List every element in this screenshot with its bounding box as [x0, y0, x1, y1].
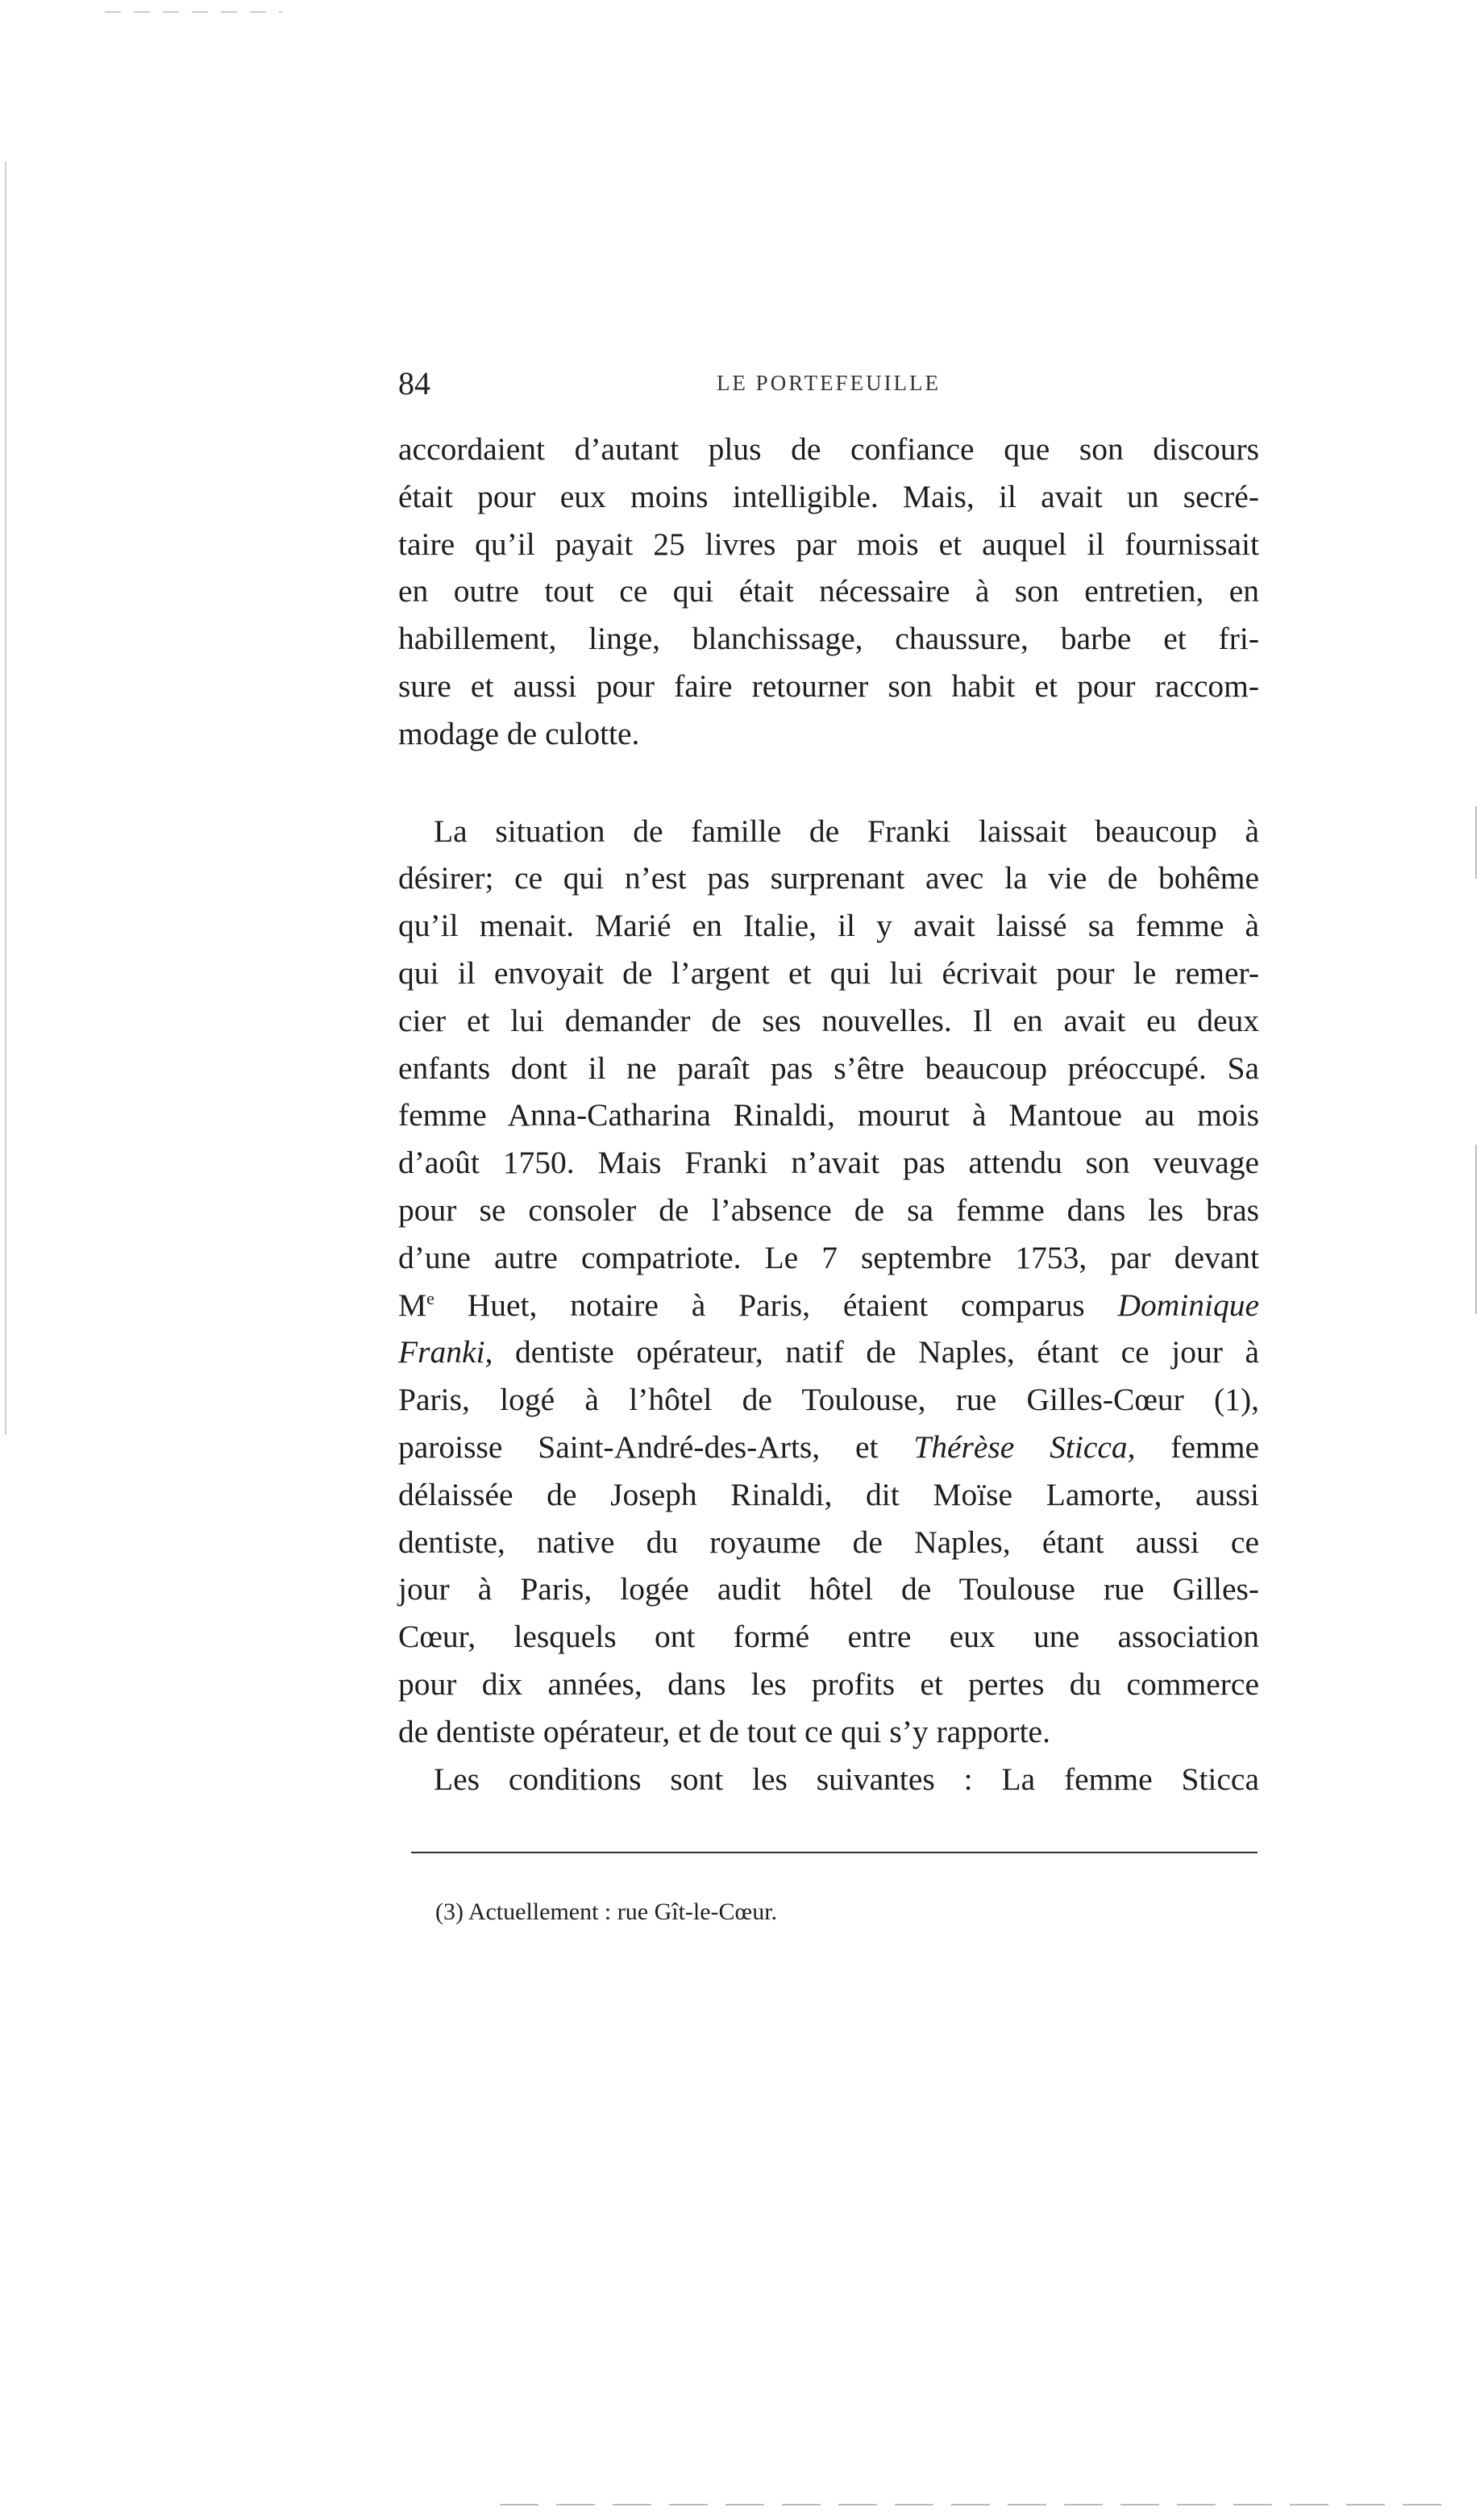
italic-name: Franki, — [398, 1334, 493, 1370]
text-line: Paris, logé à l’hôtel de Toulouse, rue Gilles-Cœur (1), — [398, 1382, 1259, 1418]
text-line: accordaient d’autant plus de confiance que son discours — [398, 431, 1259, 467]
scan-edge-right — [1475, 1145, 1477, 1314]
scan-artifact-top — [105, 11, 282, 13]
page-number: 84 — [398, 365, 430, 401]
text-segment: paroisse Saint-André-des-Arts, et — [398, 1428, 914, 1465]
text-line: jour à Paris, logée audit hôtel de Toulouse rue Gilles- — [398, 1571, 1259, 1607]
scan-edge-right — [1475, 806, 1477, 879]
text-line — [398, 1329, 1259, 1376]
text-line: enfants dont il ne paraît pas s’être beaucoup préoccupé. Sa — [398, 1050, 1259, 1086]
text-line: de dentiste opérateur, et de tout ce qui s’y rapporte. — [398, 1713, 1050, 1749]
running-head — [398, 364, 1259, 413]
text-line: habillement, linge, blanchissage, chaussure, barbe et fri- — [398, 621, 1259, 657]
running-title: LE PORTEFEUILLE — [716, 371, 942, 395]
text-line: pour dix années, dans les profits et pertes du commerce — [398, 1665, 1259, 1702]
text-line: désirer; ce qui n’est pas surprenant avec la vie de bohême — [398, 860, 1259, 896]
text-line: d’août 1750. Mais Franki n’avait pas attendu son veuvage — [398, 1145, 1259, 1181]
text-segment: femme — [1135, 1428, 1259, 1465]
italic-name: Thérèse Sticca, — [913, 1428, 1136, 1465]
text-line — [398, 1282, 1259, 1329]
text-segment: Huet, notaire à Paris, étaient comparus — [434, 1287, 1118, 1323]
text-line: était pour eux moins intelligible. Mais, il avait un secré- — [398, 478, 1259, 514]
superscript: e — [426, 1287, 434, 1308]
text-line: cier et lui demander de ses nouvelles. Il en avait eu deux — [398, 1002, 1259, 1038]
italic-name: Dominique — [1117, 1287, 1259, 1323]
text-line: d’une autre compatriote. Le 7 septembre 1753, par devant — [398, 1239, 1259, 1275]
text-line: qu’il menait. Marié en Italie, il y avait laissé sa femme à — [398, 908, 1259, 944]
text-line: femme Anna-Catharina Rinaldi, mourut à Mantoue au mois — [398, 1097, 1259, 1133]
text-segment: dentiste opérateur, natif de Naples, étant ce jour à — [493, 1334, 1259, 1370]
paragraph-gap — [398, 758, 1259, 808]
text-line — [398, 1424, 1259, 1471]
text-line: pour se consoler de l’absence de sa femme dans les bras — [398, 1191, 1259, 1228]
scan-edge-left — [5, 161, 6, 1435]
text-line: sure et aussi pour faire retourner son habit et pour raccom- — [398, 667, 1259, 704]
text-line: Les conditions sont les suivantes : La femme Sticca — [434, 1761, 1259, 1797]
scan-artifact-bottom — [500, 2504, 1451, 2505]
body-text — [398, 426, 1259, 1803]
text-line: Cœur, lesquels ont formé entre eux une association — [398, 1619, 1259, 1655]
text-line: dentiste, native du royaume de Naples, étant aussi ce — [398, 1524, 1259, 1560]
footnote: (3) Actuellement : rue Gît-le-Cœur. — [435, 1898, 778, 1925]
text-segment: M — [398, 1287, 427, 1323]
text-line: en outre tout ce qui était nécessaire à son entretien, en — [398, 573, 1259, 609]
text-line: délaissée de Joseph Rinaldi, dit Moïse Lamorte, aussi — [398, 1476, 1259, 1512]
text-line: qui il envoyait de l’argent et qui lui écrivait pour le remer- — [398, 954, 1259, 991]
text-line: La situation de famille de Franki laissait beaucoup à — [434, 813, 1259, 849]
text-line: taire qu’il payait 25 livres par mois et auquel il fournissait — [398, 526, 1259, 562]
text-line: modage de culotte. — [398, 715, 640, 751]
footnote-rule — [411, 1852, 1258, 1853]
